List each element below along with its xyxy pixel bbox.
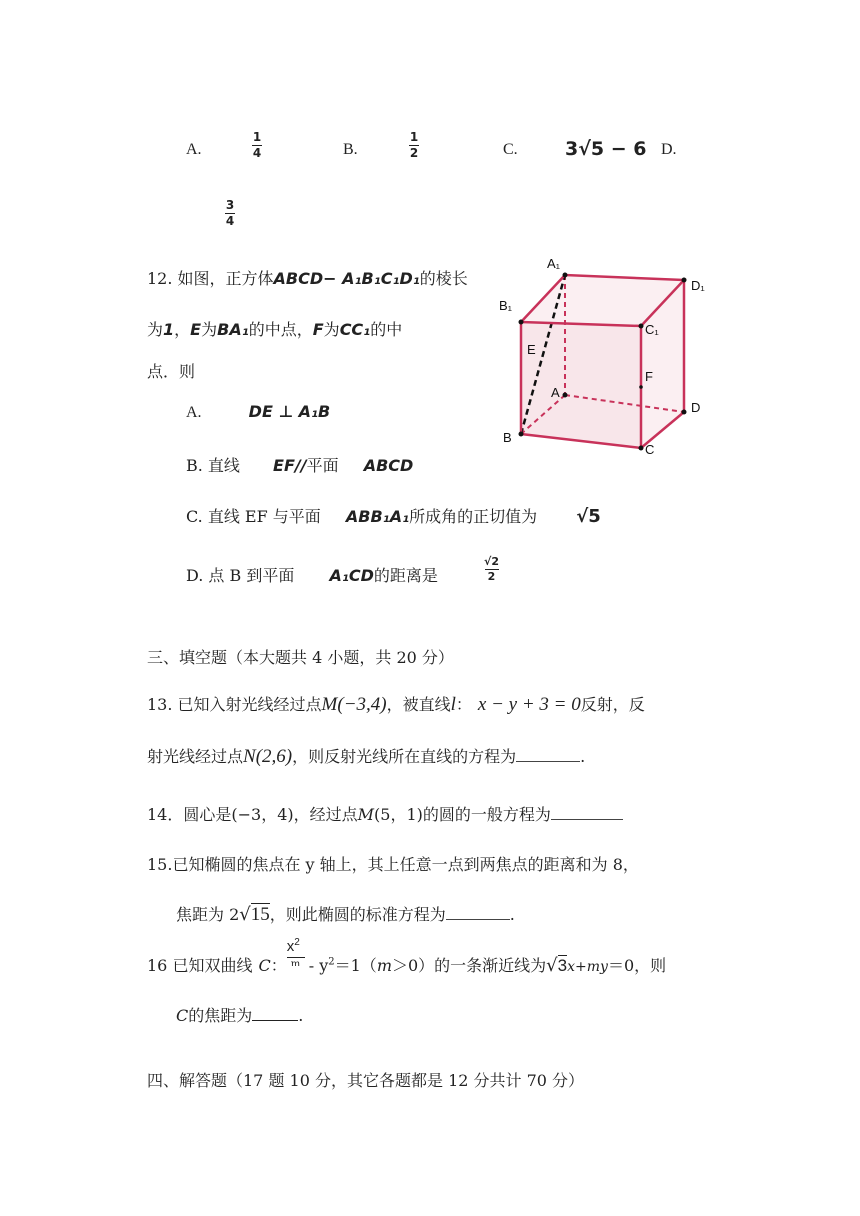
sqrt-symbol: √ [546,955,558,976]
q12-text: 为 [323,320,340,339]
label-b: B [503,430,512,445]
q13-text: 射光线经过点 [147,747,244,766]
vertex-d [682,410,687,415]
curve-c: C [176,1006,189,1025]
radicand: 3 [557,956,568,975]
denominator: 2 [487,570,496,583]
numerator: 1 [252,130,262,144]
q16-text: ＝1（ [334,956,377,975]
option-label: C. 直线 EF 与平面 [186,507,321,526]
label-a: A [551,385,560,400]
q12-text: 的中 [370,320,403,339]
vertex-c1 [639,324,644,329]
q13-text: . [580,747,586,766]
exponent: 2 [328,956,335,968]
label-c: C [645,442,655,457]
point-m: M(−3,4) [321,694,387,715]
segment-cc1: CC₁ [339,320,371,339]
q16-text: - y [308,956,329,975]
q12-line3: 点．则 [147,362,196,381]
option-d-fraction [225,199,235,228]
cube-name: ABCD− A₁B₁C₁D₁ [273,269,420,288]
numerator: 3 [225,198,235,212]
option-label: D. 点 B 到平面 [186,566,295,585]
segment-ba1: BA₁ [217,320,249,339]
q15-text: . [509,905,515,924]
option-math: ABCD [363,456,414,475]
q12-option-d [186,563,438,586]
q12-text: 的棱长 [419,269,468,288]
answer-blank[interactable] [446,903,510,920]
denominator: 4 [252,146,262,160]
q14-text: 14．圆心是(−3，4)，经过点 [147,805,358,824]
option-label: B. 直线 [186,456,240,475]
line-l: l [450,694,456,715]
point-f: F [312,320,324,339]
label-a1: A₁ [547,256,561,271]
x: x [286,938,295,955]
vertex-a [563,393,568,398]
label-f: F [645,369,653,384]
answer-blank[interactable] [252,1004,298,1021]
q12-text: 为 [147,320,164,339]
option-a-fraction [252,131,262,160]
denominator: m [290,959,301,966]
q16-text: ： [270,956,287,975]
q15-line1: 15.已知椭圆的焦点在 y 轴上，其上任意一点到两焦点的距离和为 8， [147,855,639,874]
answer-blank[interactable] [516,745,580,762]
denominator: 2 [409,146,419,160]
vertex-c [639,446,644,451]
q13-text: ，则反射光线所在直线的方程为 [292,747,517,766]
option-a-label: A. [186,141,202,158]
label-b1: B₁ [499,298,513,313]
point-f-dot [639,385,643,389]
q12-text: 12. 如图，正方体 [147,269,274,288]
label-e: E [527,342,536,357]
q12-option-b [186,453,413,476]
point-m: M [357,805,375,824]
q12-line1 [147,266,468,289]
cube-front-shade [521,322,641,448]
q12-text: 的中点， [248,320,313,339]
q16-line1 [147,937,667,976]
q13-line1 [147,692,645,716]
fraction-x2-over-m [286,937,305,971]
q12-text: 为 [201,320,218,339]
option-c-label: C. [503,141,518,158]
q16-line2 [176,1003,303,1026]
q15-text: ，则此椭圆的标准方程为 [269,905,446,924]
var-my: my [586,959,608,975]
option-math: EF// [273,456,307,475]
q12-line2 [147,317,402,340]
option-text: 平面 [306,456,339,475]
q13-text: ，被直线 [386,695,451,714]
option-b-fraction [409,131,419,160]
vertex-d1 [682,278,687,283]
q16-text: 16 已知双曲线 [147,956,253,975]
option-d-fraction [484,556,499,583]
vertex-b1 [519,320,524,325]
q12-option-c [186,504,601,527]
option-math: ABB₁A₁ [345,507,410,526]
radicand: 15 [250,904,270,925]
q12-option-a [186,402,330,422]
q13-text: 13. 已知入射光线经过点 [147,695,322,714]
exponent: 2 [294,937,300,948]
q13-text: ： [455,695,472,714]
option-math: A₁CD [329,566,374,585]
option-value: √5 [576,506,601,527]
option-d-label: D. [661,141,677,158]
q14-line [147,802,623,825]
q16-text: . [298,1006,304,1025]
q12-text: ， [174,320,191,339]
numerator: √2 [484,555,499,568]
vertex-b [519,432,524,437]
label-c1: C₁ [645,322,659,337]
q14-text: (5，1)的圆的一般方程为 [374,805,551,824]
sqrt-symbol: √ [239,904,251,925]
q15-line2 [176,902,515,926]
curve-c: C [258,956,271,975]
q13-line2 [147,744,585,768]
answer-blank[interactable] [551,803,623,820]
point-e: E [190,320,202,339]
q15-text: 焦距为 2 [176,905,240,924]
q16-text: 的焦距为 [188,1006,253,1025]
section-4-heading: 四、解答题（17 题 10 分，其它各题都是 12 分共计 70 分） [147,1071,585,1090]
q16-text: ＝0，则 [607,956,667,975]
q16-text: x+ [567,959,587,975]
label-d1: D₁ [691,278,705,293]
var-m: m [376,956,392,975]
point-n: N(2,6) [243,746,293,767]
option-math: DE ⊥ A₁B [248,402,331,421]
label-d: D [691,400,701,415]
q13-text: 反射，反 [580,695,645,714]
denominator: 4 [225,214,235,228]
numerator [287,937,300,955]
edge-length: 1 [163,320,175,339]
option-label: A. [186,404,202,421]
line-equation: x − y + 3 = 0 [477,694,581,715]
section-3-heading: 三、填空题（本大题共 4 小题，共 20 分） [147,648,454,667]
cube-figure [495,248,720,458]
option-text: 的距离是 [373,566,438,585]
option-c-value: 3√5 − 6 [565,138,647,160]
numerator: 1 [409,130,419,144]
option-b-label: B. [343,141,358,158]
option-text: 所成角的正切值为 [409,507,538,526]
q16-text: ＞0）的一条渐近线为 [391,956,547,975]
fraction-bar [287,957,305,958]
vertex-a1 [563,273,568,278]
